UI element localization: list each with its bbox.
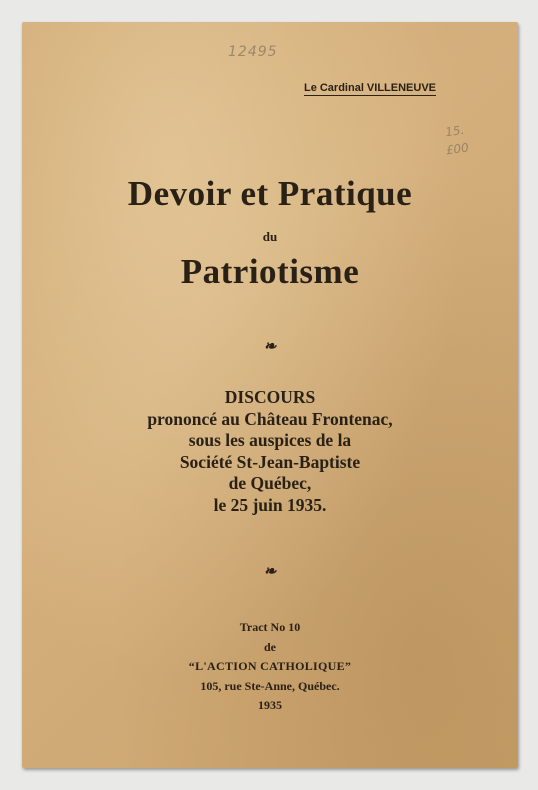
author-label: Le Cardinal VILLENEUVE bbox=[303, 82, 436, 94]
title-line-1: Devoir et Pratique bbox=[127, 174, 413, 213]
pencil-price-line-2: £00 bbox=[444, 140, 470, 158]
speech-description bbox=[22, 387, 518, 516]
publisher-name: “L'ACTION CATHOLIQUE” bbox=[188, 659, 352, 673]
ornament-icon: ❧ bbox=[263, 339, 277, 355]
tract-number: Tract No 10 bbox=[239, 620, 301, 634]
publication-year: 1935 bbox=[258, 698, 282, 712]
discours-line: Société St-Jean-Baptiste bbox=[179, 451, 361, 472]
title-line-2: Patriotisme bbox=[180, 252, 360, 291]
publisher-block bbox=[22, 618, 518, 696]
title-du: du bbox=[262, 229, 278, 244]
discours-line: sous les auspices de la bbox=[188, 430, 352, 450]
pamphlet-cover bbox=[22, 22, 518, 768]
pencil-price-note bbox=[434, 119, 479, 160]
pencil-inventory-number: 12495 bbox=[228, 44, 278, 60]
discours-line: le 25 juin 1935. bbox=[213, 494, 327, 515]
publisher-de: de bbox=[264, 639, 276, 654]
discours-line: de Québec, bbox=[228, 473, 312, 493]
discours-heading: DISCOURS bbox=[224, 387, 316, 407]
publisher-address: 105, rue Ste-Anne, Québec. bbox=[200, 678, 340, 693]
ornament-icon: ❧ bbox=[263, 564, 277, 580]
pencil-price-line-1: 15. bbox=[444, 122, 466, 140]
discours-line: prononcé au Château Frontenac, bbox=[147, 408, 393, 429]
